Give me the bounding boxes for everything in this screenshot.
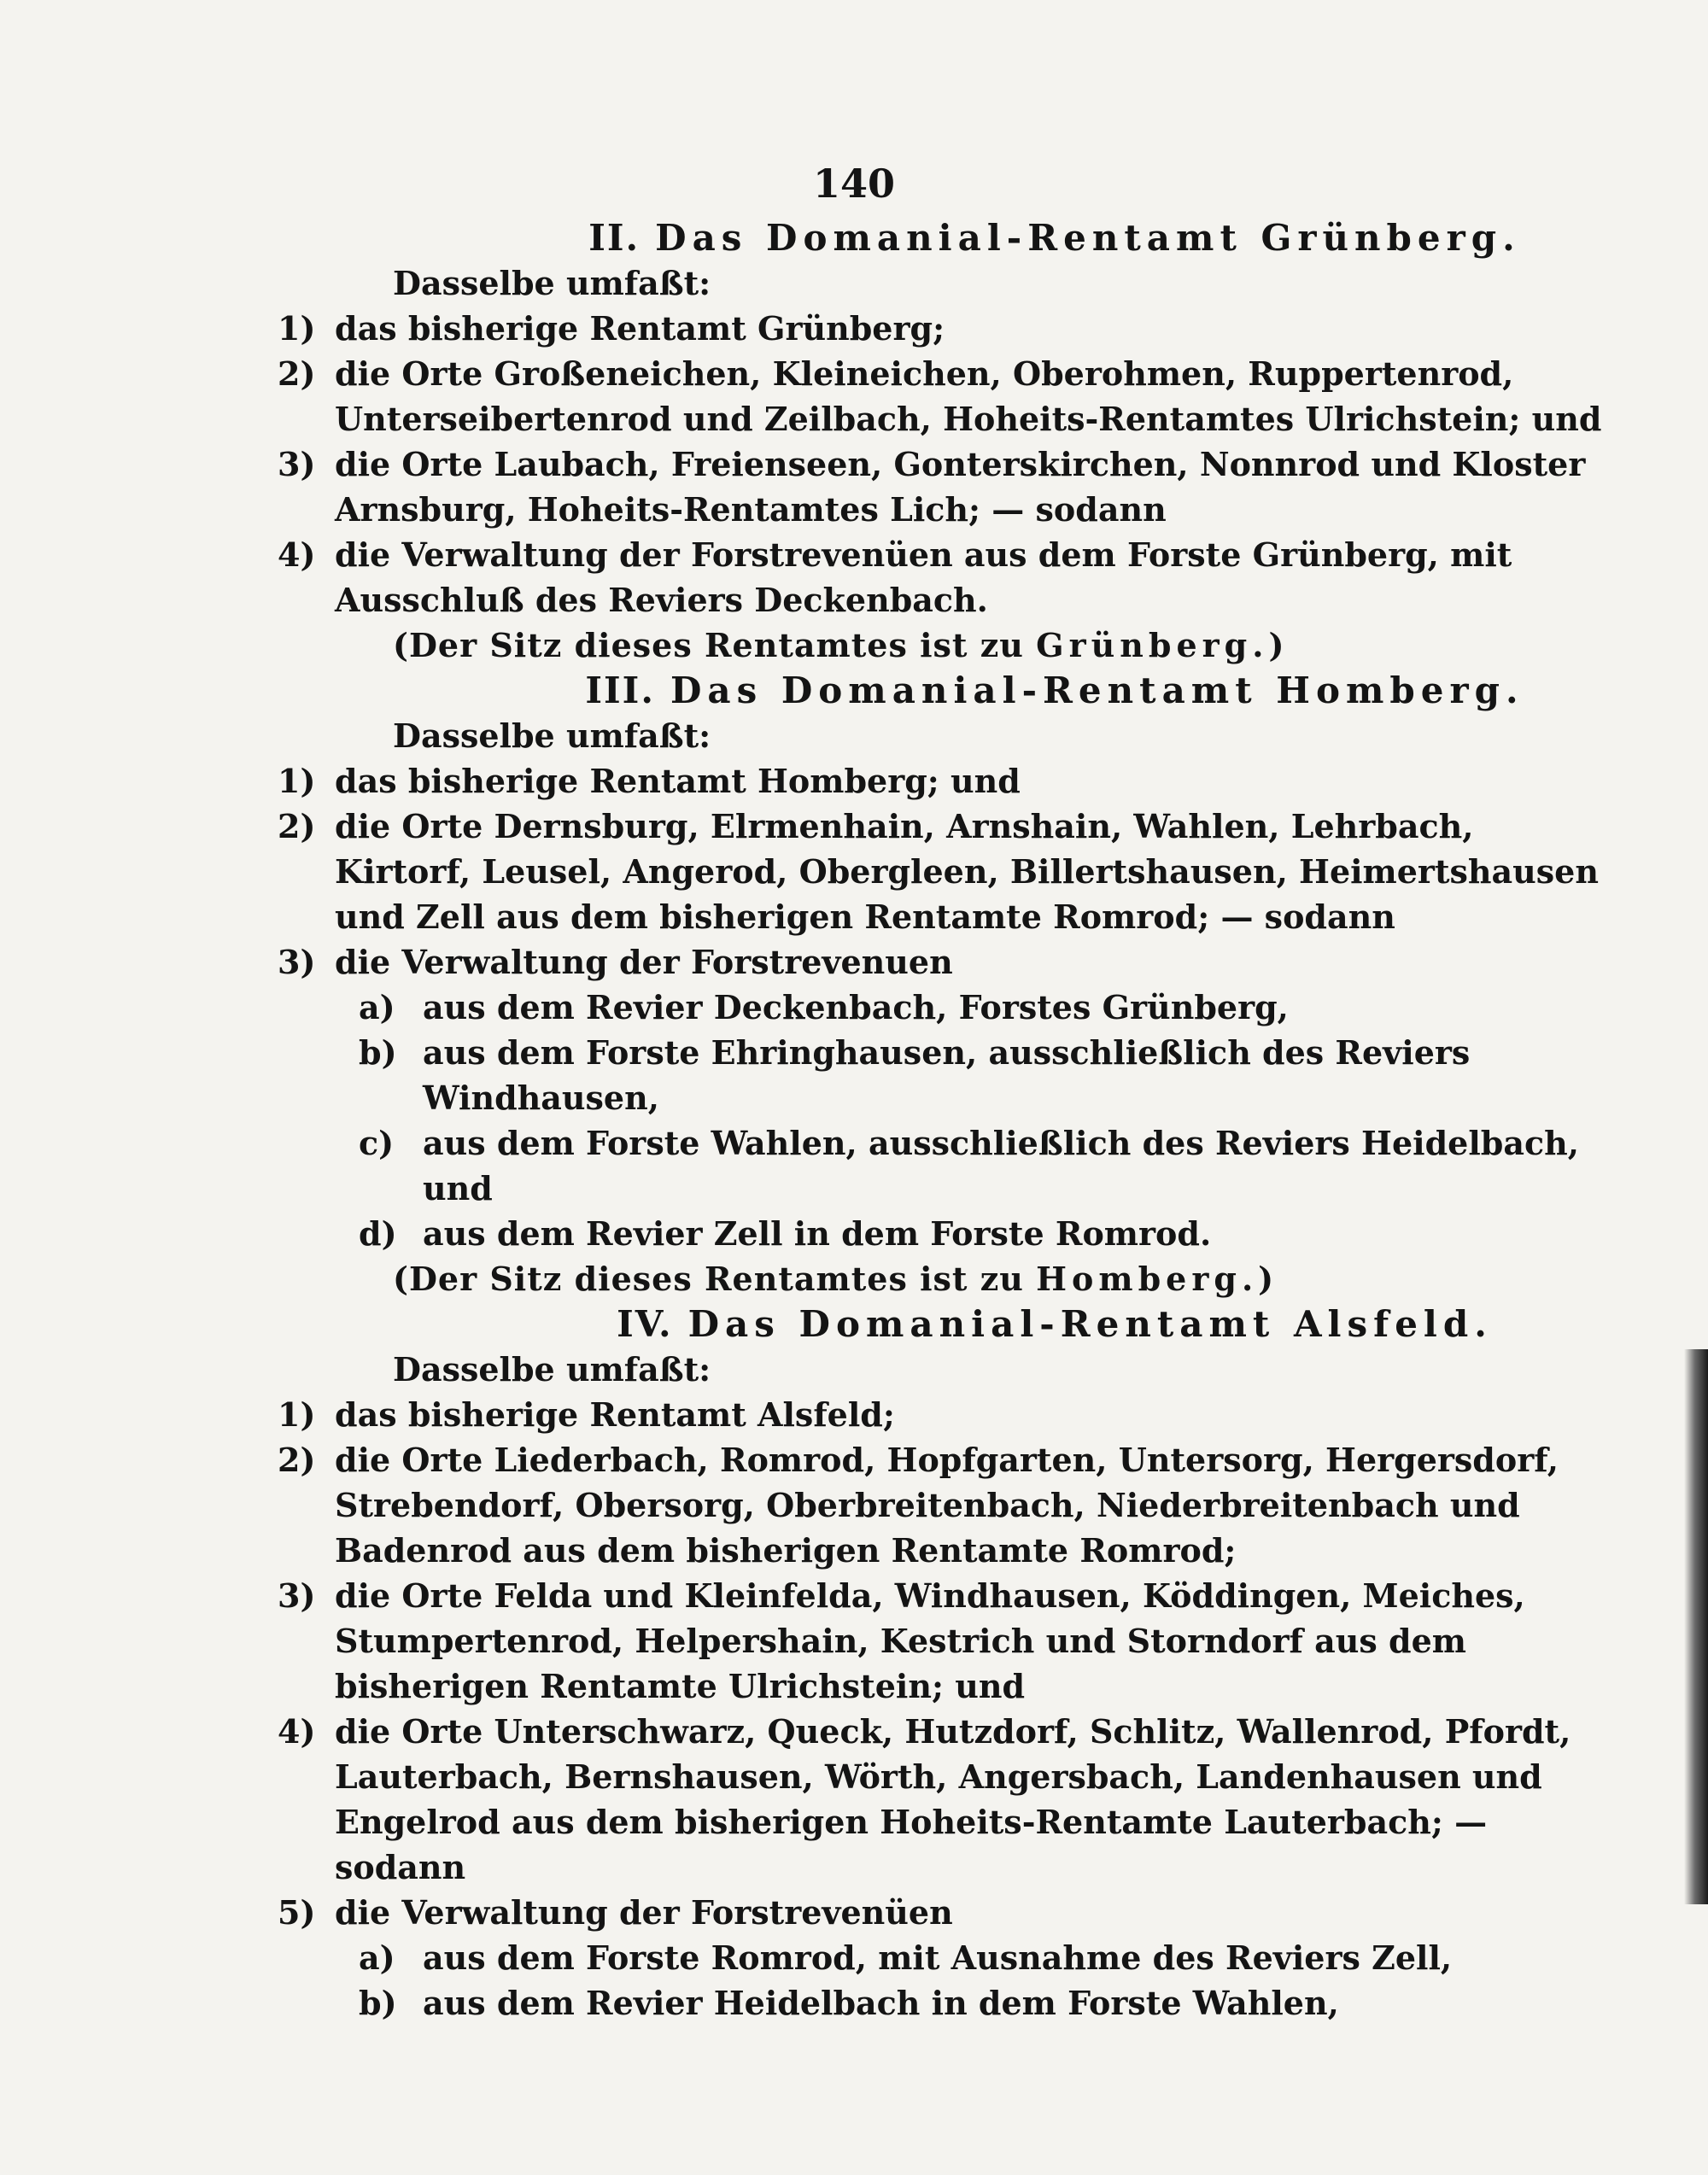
sub-item-letter: c) xyxy=(359,1124,395,1162)
item-text: das bisherige Rentamt Alsfeld; xyxy=(335,1395,895,1434)
item-number: 5) xyxy=(278,1893,316,1932)
item-text: die Verwaltung der Forstrevenuen xyxy=(335,943,953,981)
item-text: die Orte Laubach, Freienseen, Gonterskirchen, Nonnrod und Kloster Arnsburg, Hoheits-Rentamtes Lich; — sodann xyxy=(335,445,1586,529)
list-item xyxy=(278,1437,1618,1573)
sub-item xyxy=(278,1030,1618,1120)
section-title: Das Domanial-Rentamt Homberg. xyxy=(670,669,1524,711)
item-text: die Orte Liederbach, Romrod, Hopfgarten, Untersorg, Hergersdorf, Strebendorf, Obersorg, Oberbreitenbach, Niederbreitenbach und Badenrod aus dem bisherigen Rentamte Romrod; xyxy=(335,1441,1559,1570)
item-number: 2) xyxy=(278,807,316,845)
list-item xyxy=(278,441,1618,532)
item-number: 3) xyxy=(278,445,316,483)
item-text: die Orte Unterschwarz, Queck, Hutzdorf, Schlitz, Wallenrod, Pfordt, Lauterbach, Bernshausen, Wörth, Angersbach, Landenhausen und Engelrod aus dem bisherigen Hoheits-Rentamte Lauterbach; — sodann xyxy=(335,1712,1571,1886)
section-heading xyxy=(491,1301,1618,1347)
item-text: das bisherige Rentamt Grünberg; xyxy=(335,309,945,348)
item-number: 4) xyxy=(278,1712,316,1751)
seat-note xyxy=(278,623,1618,668)
sub-item-text: aus dem Revier Zell in dem Forste Romrod. xyxy=(423,1214,1212,1253)
list-item xyxy=(278,1709,1618,1890)
sub-item xyxy=(278,1980,1618,2026)
item-number: 3) xyxy=(278,1576,316,1615)
seat-prefix: (Der Sitz dieses Rentamtes ist zu xyxy=(393,1260,1024,1298)
list-item xyxy=(278,1890,1618,1935)
item-text: die Orte Großeneichen, Kleineichen, Oberohmen, Ruppertenrod, Unterseibertenrod und Zeilbach, Hoheits-Rentamtes Ulrichstein; und xyxy=(335,354,1602,438)
sub-item-text: aus dem Revier Deckenbach, Forstes Grünberg, xyxy=(423,988,1289,1026)
list-item xyxy=(278,306,1618,351)
list-item xyxy=(278,939,1618,985)
page-body xyxy=(278,215,1618,2026)
list-item xyxy=(278,804,1618,939)
sub-item-letter: a) xyxy=(359,1938,395,1977)
list-item xyxy=(278,351,1618,441)
sub-item xyxy=(278,1120,1618,1211)
section-heading xyxy=(491,215,1618,260)
sub-item xyxy=(278,985,1618,1030)
section-numeral: II. xyxy=(588,217,640,259)
item-number: 2) xyxy=(278,354,316,393)
item-number: 2) xyxy=(278,1441,316,1479)
item-number: 3) xyxy=(278,943,316,981)
list-item xyxy=(278,758,1618,804)
sub-item-text: aus dem Revier Heidelbach in dem Forste Wahlen, xyxy=(423,1984,1339,2022)
sub-item xyxy=(278,1935,1618,1980)
page-number: 140 xyxy=(812,161,896,207)
section-heading xyxy=(491,668,1618,713)
sub-item-text: aus dem Forste Ehringhausen, ausschließlich des Reviers Windhausen, xyxy=(423,1033,1471,1117)
sub-item-text: aus dem Forste Wahlen, ausschließlich des Reviers Heidelbach, und xyxy=(423,1124,1579,1207)
item-number: 1) xyxy=(278,762,316,800)
section-title: Das Domanial-Rentamt Alsfeld. xyxy=(687,1303,1493,1345)
seat-prefix: (Der Sitz dieses Rentamtes ist zu xyxy=(393,626,1024,664)
sub-item xyxy=(278,1211,1618,1256)
item-number: 4) xyxy=(278,535,316,574)
sub-item-letter: b) xyxy=(359,1984,397,2022)
section-intro: Dasselbe umfaßt: xyxy=(393,1350,711,1389)
seat-place: Grünberg.) xyxy=(1036,626,1290,664)
section-title: Das Domanial-Rentamt Grünberg. xyxy=(655,217,1521,259)
item-number: 1) xyxy=(278,309,316,348)
item-number: 1) xyxy=(278,1395,316,1434)
item-text: die Orte Felda und Kleinfelda, Windhausen, Köddingen, Meiches, Stumpertenrod, Helpershain, Kestrich und Storndorf aus dem bisherigen Rentamte Ulrichstein; und xyxy=(335,1576,1525,1705)
item-text: die Orte Dernsburg, Elrmenhain, Arnshain, Wahlen, Lehrbach, Kirtorf, Leusel, Angerod, Obergleen, Billertshausen, Heimertshausen und Zell aus dem bisherigen Rentamte Romrod; — sodann xyxy=(335,807,1599,936)
sub-item-letter: a) xyxy=(359,988,395,1026)
item-text: die Verwaltung der Forstrevenüen aus dem Forste Grünberg, mit Ausschluß des Reviers Deckenbach. xyxy=(335,535,1512,619)
seat-note xyxy=(278,1256,1618,1301)
sub-item-letter: b) xyxy=(359,1033,397,1072)
sub-item-text: aus dem Forste Romrod, mit Ausnahme des Reviers Zell, xyxy=(423,1938,1453,1977)
seat-place: Homberg.) xyxy=(1036,1260,1279,1298)
page-edge-shadow xyxy=(1684,1349,1708,1904)
item-text: die Verwaltung der Forstrevenüen xyxy=(335,1893,953,1932)
sub-item-letter: d) xyxy=(359,1214,397,1253)
section-intro: Dasselbe umfaßt: xyxy=(393,264,711,302)
section-numeral: IV. xyxy=(617,1303,673,1345)
section-intro: Dasselbe umfaßt: xyxy=(393,716,711,755)
list-item xyxy=(278,1392,1618,1437)
list-item xyxy=(278,532,1618,623)
section-numeral: III. xyxy=(585,669,655,711)
list-item xyxy=(278,1573,1618,1709)
item-text: das bisherige Rentamt Homberg; und xyxy=(335,762,1021,800)
